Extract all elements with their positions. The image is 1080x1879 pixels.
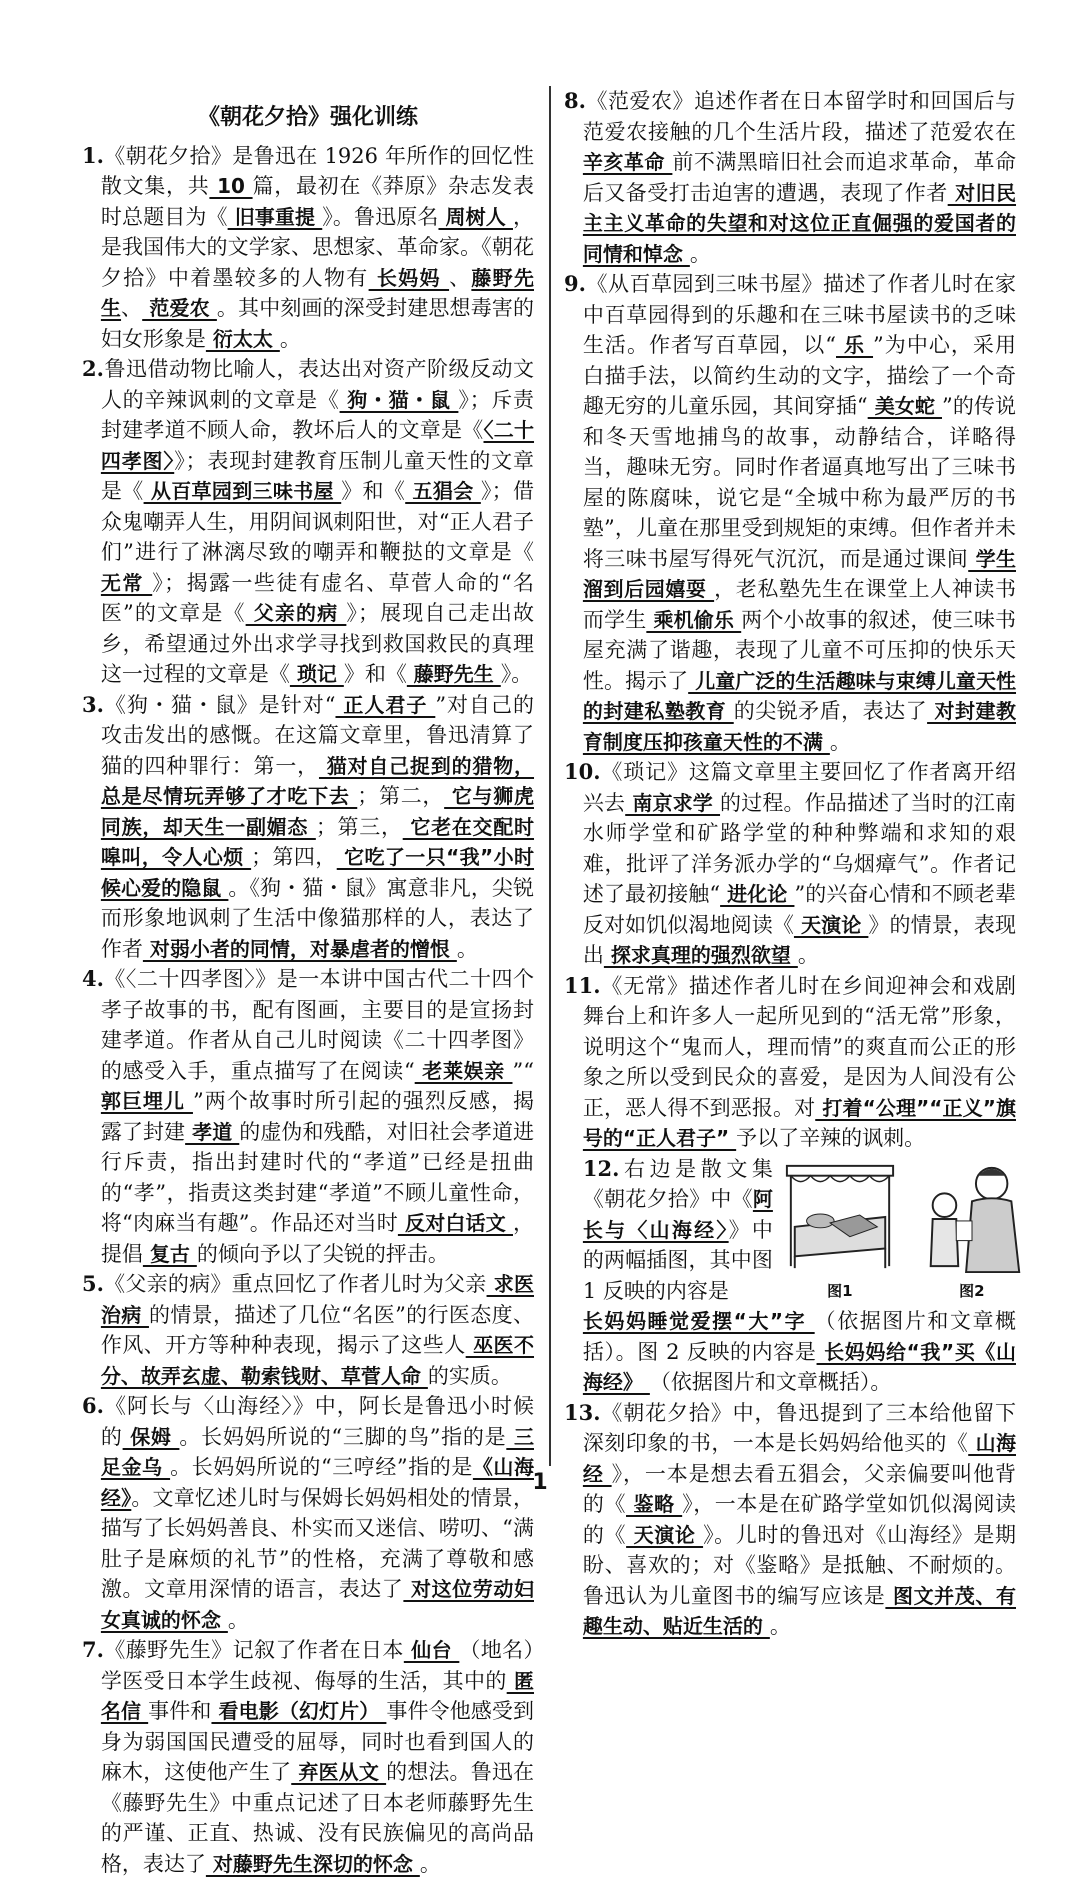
answer-blank: 学生溜到后园嬉耍 <box>582 546 1016 601</box>
question-12-answer <box>564 1306 1016 1398</box>
question-text: 》；表现封建教育压制儿童天性的文章是《 <box>100 448 535 503</box>
question-number: 10. <box>564 759 601 784</box>
question-text: （地名）学医受日本学生歧视、侮辱的生活，其中的 <box>100 1638 535 1693</box>
answer-blank: 山海经 <box>582 1431 1016 1486</box>
question-text: 》，一本是想去看五猖会，父亲偏要叫他背的《 <box>582 1461 1016 1516</box>
question-12-block <box>564 1154 1016 1307</box>
question-text: 。 <box>419 1851 441 1876</box>
answer-blank: 巫医不分、故弄玄虚、勒索钱财、草菅人命 <box>100 1333 535 1388</box>
question-text: ；第三， <box>315 814 403 839</box>
question-5 <box>82 1269 534 1391</box>
answer-blank: 藤野先生 <box>406 662 501 686</box>
question-text: ，是我国伟大的文学家、思想家、革命家。《朝花夕拾》中着墨较多的人物有 <box>100 204 534 290</box>
figure-1 <box>781 1158 899 1307</box>
question-text: 《琐记》这篇文章里主要回忆了作者离开绍兴去 <box>582 760 1016 815</box>
answer-blank: 对藤野先生深切的怀念 <box>205 1851 420 1876</box>
question-text: 《朝花夕拾》是鲁迅在 1926 年所作的回忆性散文集，共 <box>100 143 534 198</box>
question-text: （依据图片和文章概括）。 <box>649 1370 892 1394</box>
question-text: 《父亲的病》重点回忆了作者儿时为父亲 <box>103 1272 487 1296</box>
question-text: 事件和 <box>148 1699 212 1723</box>
question-text: 《朝花夕拾》中，鲁迅提到了三本给他留下深刻印象的书，一本是长妈妈给他买的《 <box>582 1400 1016 1455</box>
question-12-text <box>564 1154 773 1307</box>
answer-blank: 美女蛇 <box>867 394 942 418</box>
question-number: 8. <box>564 88 586 113</box>
nanny-and-child-illustration-icon <box>913 1158 1031 1276</box>
question-text: 鲁迅借动物比喻人，表达出对资产阶级反动文人的辛辣讽刺的文章是《 <box>100 357 534 412</box>
answer-blank: 父亲的病 <box>245 601 347 625</box>
answer-blank: 天演论 <box>626 1522 704 1547</box>
answer-blank: 弃医从文 <box>291 1760 387 1784</box>
question-number: 4. <box>82 966 104 991</box>
answer-blank: 〈二十四孝图〉 <box>100 418 535 473</box>
question-number: 1. <box>82 142 104 168</box>
question-text: 的尖锐矛盾，表达了 <box>733 699 928 723</box>
question-text: 。 <box>829 729 851 754</box>
question-text: 》和《 <box>343 662 407 686</box>
left-column <box>82 88 534 1879</box>
question-text: 前不满黑暗旧社会而追求革命，革命后又备受打击迫害的遭遇，表现了作者 <box>582 150 1016 205</box>
question-text: 的过程。作品描述了当时的江南水师学堂和矿路学堂的种种弊端和求知的艰难，批评了洋务派办学的“乌烟瘴气”。作者记述了最初接触“ <box>582 790 1017 906</box>
figure-1-caption: 图1 <box>827 1281 853 1300</box>
question-number: 7. <box>82 1637 104 1662</box>
answer-blank: 老莱娱亲 <box>414 1058 513 1083</box>
question-text: ；第四， <box>251 845 337 869</box>
question-3 <box>82 690 534 965</box>
question-number: 5. <box>82 1271 104 1296</box>
answer-blank: 匿名信 <box>100 1668 535 1723</box>
answer-blank: 10 <box>209 174 253 198</box>
question-number: 11. <box>564 972 601 998</box>
right-column <box>564 86 1016 1642</box>
question-text: ”对自己的攻击发出的感慨。在这篇文章里，鲁迅清算了猫的四种罪行：第一， <box>100 692 534 778</box>
question-4 <box>82 964 534 1269</box>
question-text: 、 <box>121 296 143 320</box>
question-text: 予以了辛辣的讽刺。 <box>736 1126 926 1150</box>
question-text: 》的情景，表现出 <box>582 912 1017 967</box>
answer-blank: 长妈妈给“我”买《山海经》 <box>582 1339 1016 1394</box>
question-text: 篇，最初在《莽原》杂志发表时总题目为《 <box>100 174 535 229</box>
answer-blank: 长妈妈 <box>368 265 450 290</box>
answer-blank: 求医治病 <box>100 1272 534 1327</box>
question-text: 。 <box>279 326 301 351</box>
answer-blank: 对旧民主主义革命的失望和对这位正直倔强的爱国者的同情和悼念 <box>582 180 1017 266</box>
answer-blank: 对弱小者的同情，对暴虐者的憎恨 <box>142 936 457 961</box>
answer-blank: 它老在交配时嗥叫，令人心烦 <box>100 814 535 869</box>
question-text: 。其中刻画的深受封建思想毒害的妇女形象是 <box>100 296 535 351</box>
question-text: 。 <box>689 241 711 266</box>
question-text: 》；展现自己走出故乡，希望通过外出求学寻找到救国救民的真理这一过程的文章是《 <box>100 601 534 686</box>
question-text: 》。鲁迅原名 <box>322 204 439 229</box>
answer-blank: 阿长与〈山海经〉 <box>582 1187 773 1242</box>
answer-blank: 保姆 <box>122 1424 180 1449</box>
answer-blank: 孝道 <box>185 1119 240 1144</box>
question-13 <box>564 1398 1016 1642</box>
answer-blank: 辛亥革命 <box>582 150 673 174</box>
answer-blank: 狗・猫・鼠 <box>339 387 459 412</box>
question-2 <box>82 354 534 690</box>
question-text: 。 <box>797 943 819 967</box>
question-text: 的想法。鲁迅在《藤野先生》中重点记述了日本老师藤野先生的严谨、正直、热诚、没有民族偏见的高尚品格，表达了 <box>100 1760 534 1876</box>
question-text: 。长妈妈所说的“三脚的鸟”指的是 <box>179 1424 507 1449</box>
answer-blank: 仙台 <box>403 1638 460 1662</box>
question-text: 《〈二十四孝图〉》是一本讲中国古代二十四个孝子故事的书，配有图画，主要目的是宣扬封建孝道。作者从自己儿时阅读《二十四孝图》的感受入手，重点描写了在阅读“ <box>100 967 534 1083</box>
question-text: 》。 <box>500 662 533 686</box>
question-9 <box>564 269 1016 757</box>
answer-blank: 探求真理的强烈欲望 <box>603 943 798 967</box>
question-text: 、 <box>449 265 472 290</box>
figure-2 <box>913 1158 1031 1307</box>
question-text: 》；斥责封建孝道不顾人命，教坏后人的文章是《 <box>100 387 535 442</box>
question-text: 两个小故事的叙述，使三味书屋充满了谐趣，表现了儿童不可压抑的快乐天性。揭示了 <box>582 607 1016 693</box>
answer-blank: 它与狮虎同族，却天生一副媚态 <box>100 784 534 839</box>
question-text: 。 <box>769 1614 791 1638</box>
figure-2-caption: 图2 <box>959 1281 985 1300</box>
question-number: 12. <box>582 1155 620 1181</box>
question-text: ，提倡 <box>100 1211 534 1266</box>
question-text: 》中的两幅插图，其中图 1 反映的内容是 <box>582 1217 773 1303</box>
question-text: （依据图片和文章概括）。图 2 反映的内容是 <box>582 1309 1016 1364</box>
answer-blank: 正人君子 <box>335 692 436 717</box>
question-text: 的情景，描述了几位“名医”的行医态度、作风、开方等种种表现，揭示了这些人 <box>100 1302 534 1357</box>
question-text: 。 <box>456 936 478 961</box>
answer-blank: 琐记 <box>289 662 344 686</box>
question-7 <box>82 1635 534 1879</box>
question-text: 《藤野先生》记叙了作者在日本 <box>103 1638 404 1662</box>
page-number: 1 <box>532 1470 548 1495</box>
answer-blank: 乐 <box>836 333 874 357</box>
question-text: 《从百草园到三味书屋》描述了作者儿时在家中百草园得到的乐趣和在三味书屋读书的乏味生活。作者写百草园，以“ <box>582 272 1016 357</box>
question-text: 右边是散文集《朝花夕拾》中《 <box>582 1156 773 1211</box>
answer-blank: 长妈妈睡觉爱摆“大”字 <box>582 1309 815 1333</box>
answer-blank: 藤野先生 <box>100 265 534 320</box>
question-text: ”两个故事时所引起的强烈反感，揭露了封建 <box>100 1089 534 1144</box>
question-text: 。文章忆述儿时与保姆长妈妈相处的情景，描写了长妈妈善良、朴实而又迷信、唠叨、“满肚子是麻烦的礼节”的性格，充满了尊敬和感激。文章用深情的语言，表达了 <box>100 1485 535 1601</box>
question-text: 《狗・猫・鼠》是针对“ <box>103 692 336 717</box>
answer-blank: 郭巨埋儿 <box>100 1089 193 1113</box>
question-text: 的倾向予以了尖锐的抨击。 <box>196 1241 449 1266</box>
question-text: 。《狗・猫・鼠》寓意非凡，尖锐而形象地讽刺了生活中像猫那样的人，表达了作者 <box>100 875 534 961</box>
question-text: 》；揭露一些徒有虚名、草菅人命的“名医”的文章是《 <box>100 570 535 625</box>
question-text: ；第二， <box>357 784 445 808</box>
question-text: ”为中心，采用白描手法，以简约生动的文字，描绘了一个奇趣无穷的儿童乐园，其间穿插“ <box>582 333 1016 418</box>
bed-sleeping-illustration-icon <box>781 1158 899 1276</box>
column-divider <box>549 86 551 1466</box>
answer-blank: 复古 <box>142 1241 197 1266</box>
page-title: 《朝花夕拾》强化训练 <box>197 104 418 130</box>
question-10 <box>564 757 1016 971</box>
answer-blank: 天演论 <box>793 912 869 937</box>
question-number: 2. <box>82 356 104 381</box>
question-text: 》；借众鬼嘲弄人生，用阴间讽刺阳世，对“正人君子们”进行了淋漓尽致的嘲弄和鞭挞的文章是《 <box>100 479 535 564</box>
answer-blank: 进化论 <box>720 882 795 906</box>
answer-blank: 反对白话文 <box>397 1211 513 1235</box>
question-number: 3. <box>82 691 104 717</box>
question-6 <box>82 1391 534 1635</box>
question-text: ”“ <box>512 1058 534 1083</box>
question-text: ”的兴奋心情和不顾老辈反对如饥似渴地阅读《 <box>582 882 1016 937</box>
answer-blank: 它吃了一只“我”小时候心爱的隐鼠 <box>100 845 535 900</box>
question-text: ”的传说和冬天雪地捕鸟的故事，动静结合，详略得当，趣味无穷。同时作者逼真地写出了三味书屋的陈腐味，说它是“全城中称为最严厉的书塾”，儿童在那里受到规矩的束缚。但作者并未将三味书屋写得死气沉沉，而是通过课间 <box>582 394 1016 571</box>
answer-blank: 衍太太 <box>205 326 280 351</box>
question-text: 》，一本是在矿路学堂如饥似渴阅读的《 <box>582 1492 1017 1547</box>
answer-blank: 乘机偷乐 <box>646 607 742 632</box>
question-text: 事件令他感受到身为弱国国民遭受的屈辱，同时也看到国人的麻木，这使他产生了 <box>100 1699 535 1784</box>
question-text: 的实质。 <box>427 1363 512 1388</box>
question-text: 的虚伪和残酷，对旧社会孝道进行斥责，指出封建时代的“孝道”已经是扭曲的“孝”，指责这类封建“孝道”不顾儿童性命，将“肉麻当有趣”。作品还对当时 <box>100 1119 535 1235</box>
answer-blank: 看电影（幻灯片） <box>211 1699 387 1723</box>
question-number: 6. <box>82 1393 104 1418</box>
question-number: 9. <box>564 271 586 296</box>
question-text: 《无常》描述作者儿时在乡间迎神会和戏剧舞台上和许多人一起所见到的“活无常”形象，说明这个“鬼而人，理而情”的爽直而公正的形象之所以受到民众的喜爱，是因为人间没有公正，恶人得不到恶报。对 <box>582 973 1016 1120</box>
question-text: 》和《 <box>341 479 406 503</box>
answer-blank: 图文并茂、有趣生动、贴近生活的 <box>582 1583 1016 1638</box>
answer-blank: 五猖会 <box>405 479 481 503</box>
answer-blank: 范爱农 <box>142 296 217 320</box>
question-text: 《范爱农》追述作者在日本留学时和回国后与范爱农接触的几个生活片段，描述了范爱农在 <box>582 89 1016 144</box>
question-number: 13. <box>564 1399 601 1425</box>
answer-blank: 猫对自己捉到的猎物，总是尽情玩弄够了才吃下去 <box>100 753 535 808</box>
question-8 <box>564 86 1016 269</box>
answer-blank: 对这位劳动妇女真诚的怀念 <box>100 1577 534 1632</box>
question-1 <box>82 141 534 355</box>
answer-blank: 旧事重提 <box>227 204 323 229</box>
illustrations <box>781 1158 1031 1307</box>
answer-blank: 儿童广泛的生活趣味与束缚儿童天性的封建私塾教育 <box>582 668 1017 723</box>
answer-blank: 打着“公理”“正义”旗号的“正人君子” <box>582 1095 1016 1150</box>
answer-blank: 《山海经》 <box>100 1455 534 1510</box>
question-text: 》。儿时的鲁迅对《山海经》是期盼、喜欢的；对《鉴略》是抵触、不耐烦的。鲁迅认为儿童图书的编写应该是 <box>582 1522 1017 1608</box>
answer-blank: 周树人 <box>438 204 513 229</box>
question-11 <box>564 971 1016 1154</box>
question-text: 《阿长与〈山海经〉》中，阿长是鲁迅小时候的 <box>100 1394 534 1449</box>
answer-blank: 三足金乌 <box>100 1424 534 1479</box>
answer-blank: 从百草园到三味书屋 <box>143 479 342 503</box>
question-text: ，老私塾先生在课堂上人神读书而学生 <box>582 577 1016 632</box>
answer-blank: 对封建教育制度压抑孩童天性的不满 <box>582 699 1016 754</box>
answer-blank: 鉴略 <box>626 1492 683 1516</box>
question-text: 。 <box>227 1607 249 1632</box>
question-text: 。长妈妈所说的“三哼经”指的是 <box>170 1455 473 1479</box>
answer-blank: 无常 <box>100 570 153 595</box>
answer-blank: 南京求学 <box>625 790 721 815</box>
